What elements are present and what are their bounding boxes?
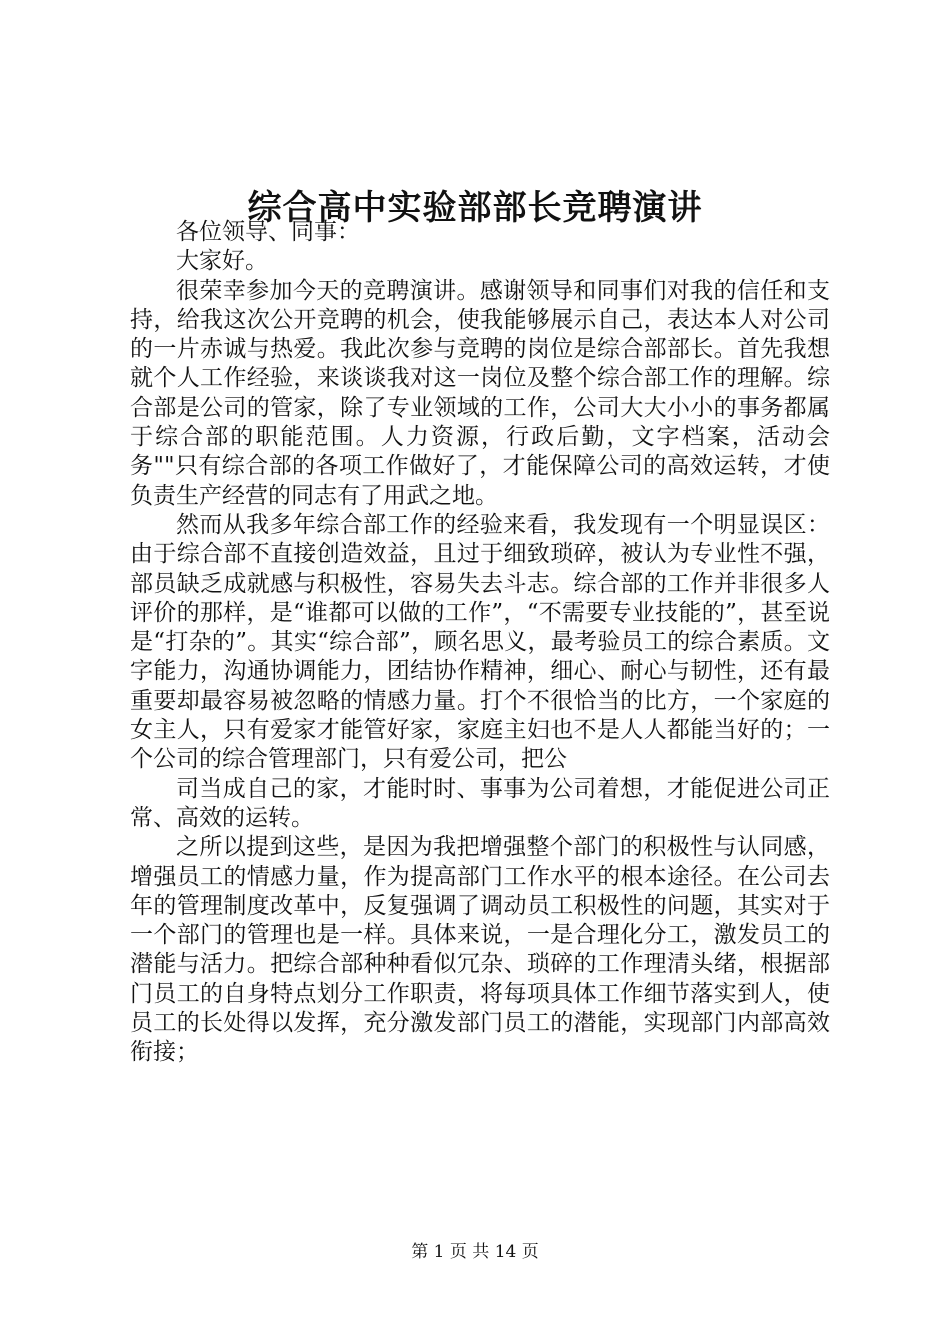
salutation: 各位领导、同事： — [176, 219, 360, 245]
paragraph-4: 之所以提到这些，是因为我把增强整个部门的积极性与认同感，增强员工的情感力量，作为提高部门工作水平的根本途径。在公司去年的管理制度改革中，反复强调了调动员工积极性的问题，其实对于一个部门的管理也是一样。具体来说，一是合理化分工，激发员工的潜能与活力。把综合部种种看似冗杂、琐碎的工作理清头绪，根据部门员工的自身特点划分工作职责，将每项具体工作细节落实到人，使员工的长处得以发挥，充分激发部门员工的潜能，实现部门内部高效衔接； — [130, 834, 830, 1066]
paragraph-1: 很荣幸参加今天的竞聘演讲。感谢领导和同事们对我的信任和支持，给我这次公开竞聘的机会，使我能够展示自己，表达本人对公司的一片赤诚与热爱。我此次参与竞聘的岗位是综合部部长。首先我想就个人工作经验，来谈谈我对这一岗位及整个综合部工作的理解。综合部是公司的管家，除了专业领域的工作，公司大大小小的事务都属于综合部的职能范围。人力资源，行政后勤，文字档案，活动会务""只有综合部的各项工作做好了，才能保障公司的高效运转，才使负责生产经营的同志有了用武之地。 — [130, 277, 830, 509]
paragraph-3: 司当成自己的家，才能时时、事事为公司着想，才能促进公司正常、高效的运转。 — [130, 775, 830, 831]
paragraph-2: 然而从我多年综合部工作的经验来看，我发现有一个明显误区：由于综合部不直接创造效益，且过于细致琐碎，被认为专业性不强，部员缺乏成就感与积极性，容易失去斗志。综合部的工作并非很多人评价的那样，是“谁都可以做的工作”，“不需要专业技能的”，甚至说是“打杂的”。其实“综合部”，顾名思义，最考验员工的综合素质。文字能力，沟通协调能力，团结协作精神，细心、耐心与韧性，还有最重要却最容易被忽略的情感力量。打个不很恰当的比方，一个家庭的女主人，只有爱家才能管好家，家庭主妇也不是人人都能当好的；一个公司的综合管理部门，只有爱公司，把公 — [130, 511, 830, 773]
title-spacer — [130, 208, 830, 218]
page-footer: 第 1 页 共 14 页 — [411, 1242, 539, 1262]
greeting: 大家好。 — [176, 248, 268, 275]
document-body — [130, 208, 830, 1068]
document-title: 综合高中实验部部长竞聘演讲 — [247, 188, 703, 228]
